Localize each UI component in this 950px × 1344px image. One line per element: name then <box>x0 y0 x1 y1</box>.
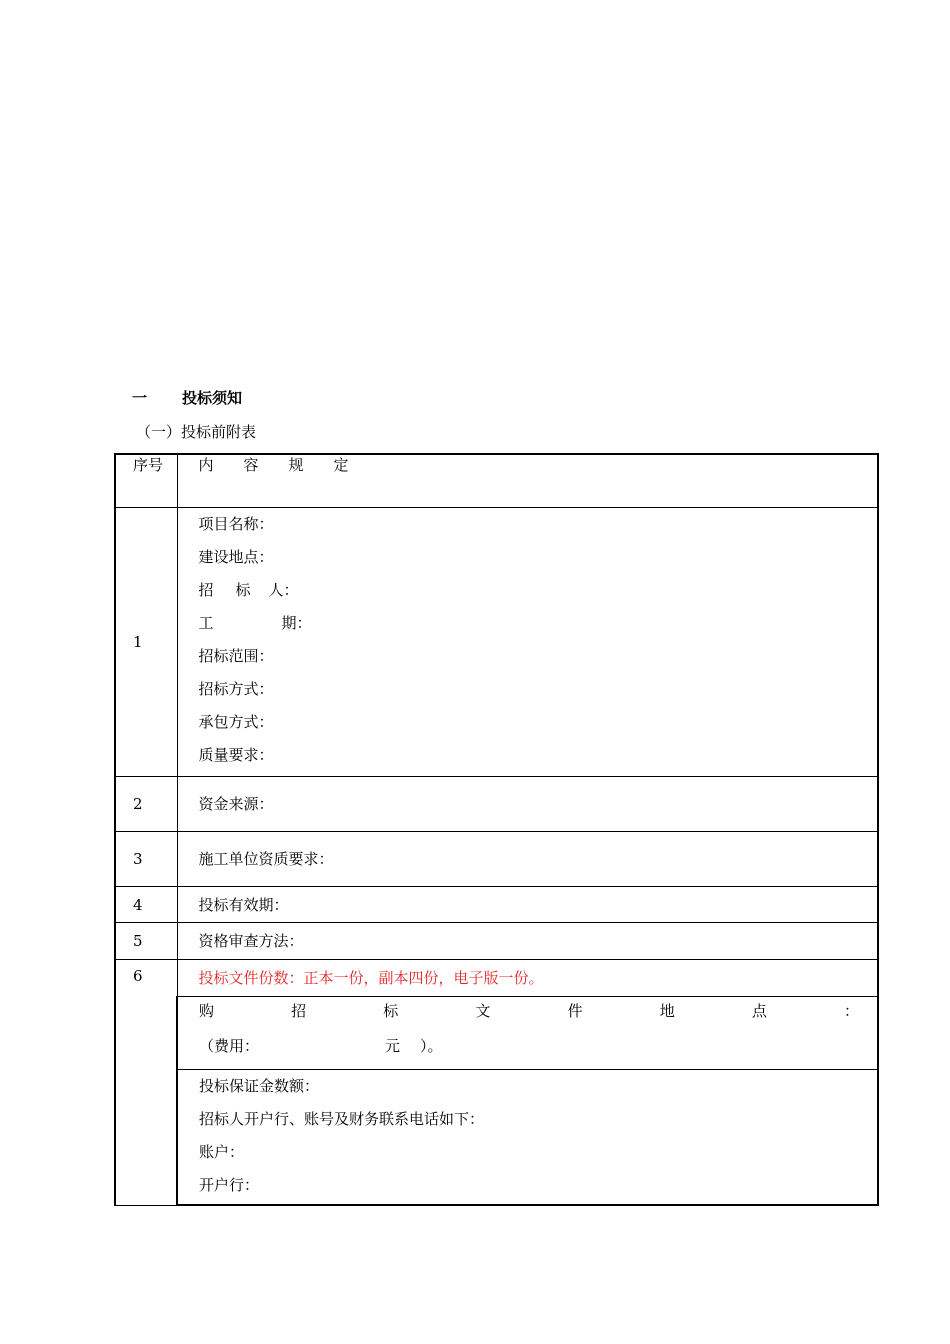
bank-info-label: 招标人开户行、账号及财务联系电话如下： <box>199 1110 485 1128</box>
header-content-char: 内 <box>198 456 214 474</box>
header-content <box>177 454 878 508</box>
table-header-row <box>115 454 878 508</box>
quality-label: 质量要求： <box>198 746 274 764</box>
table-row <box>115 1070 878 1206</box>
row-number: 4 <box>115 887 177 923</box>
account-label: 账户： <box>199 1143 245 1161</box>
deposit-amount-label: 投标保证金数额： <box>199 1077 320 1095</box>
header-content-char: 容 <box>243 456 259 474</box>
header-content-char: 定 <box>333 456 349 474</box>
header-no: 序号 <box>115 454 177 508</box>
fee-label: （费用： <box>199 1037 260 1055</box>
funding-source-label: 资金来源： <box>177 777 878 832</box>
review-method-label: 资格审查方法： <box>177 923 878 960</box>
contract-label: 承包方式： <box>198 713 274 731</box>
header-content-char: 规 <box>288 456 304 474</box>
copies-requirement: 投标文件份数：正本一份，副本四份，电子版一份。 <box>177 960 878 997</box>
row-number: 2 <box>115 777 177 832</box>
table-row <box>115 923 878 960</box>
table-row <box>115 997 878 1070</box>
section-heading <box>132 388 242 408</box>
method-label: 招标方式： <box>198 680 274 698</box>
table-row <box>115 508 878 777</box>
bid-appendix-table <box>114 453 879 1206</box>
table-row <box>115 960 878 997</box>
deposit-cell <box>177 1070 878 1206</box>
scope-label: 招标范围： <box>198 647 274 665</box>
qualification-label: 施工单位资质要求： <box>177 832 878 887</box>
row-number: 3 <box>115 832 177 887</box>
validity-label: 投标有效期： <box>177 887 878 923</box>
subsection-heading: （一）投标前附表 <box>136 423 257 441</box>
table-row <box>115 777 878 832</box>
bank-label: 开户行： <box>199 1176 260 1194</box>
fee-unit: 元 <box>385 1037 401 1055</box>
purchase-location-cell <box>177 997 878 1070</box>
row-number: 1 <box>115 508 177 777</box>
project-name-label: 项目名称： <box>198 515 274 533</box>
row-number: 6 <box>115 960 177 1206</box>
location-label: 建设地点： <box>198 548 274 566</box>
section-title: 投标须知 <box>182 389 243 407</box>
fee-line <box>199 1033 859 1069</box>
fee-end: ）。 <box>420 1037 443 1055</box>
table-row <box>115 887 878 923</box>
table-row <box>115 832 878 887</box>
tenderer-label: 招 标 人： <box>198 581 299 599</box>
duration-label: 工 期： <box>198 614 312 632</box>
purchase-location-label: 购 招 标 文 件 地 点 ： <box>199 1002 859 1020</box>
row-number: 5 <box>115 923 177 960</box>
section-number: 一 <box>132 389 148 407</box>
row-content <box>177 508 878 777</box>
